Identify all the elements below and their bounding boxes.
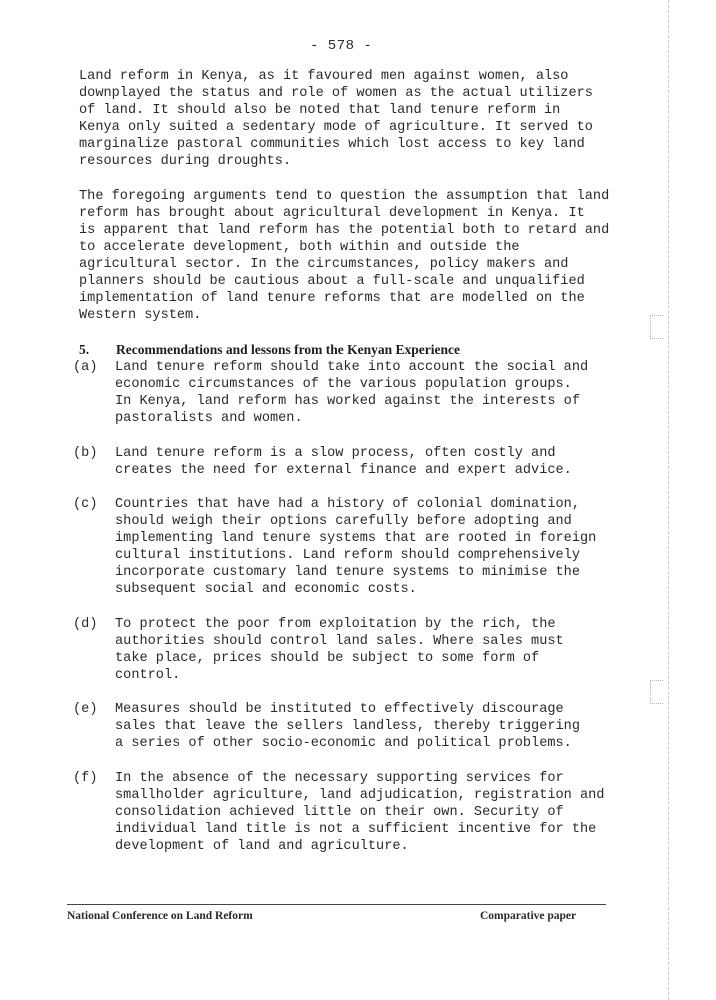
list-item-label: (f)	[73, 771, 98, 786]
scan-margin-mark	[650, 680, 663, 704]
footer-conference-title: National Conference on Land Reform	[67, 910, 253, 922]
text-line: In the absence of the necessary supporting services for	[115, 771, 564, 786]
text-line: development of land and agriculture.	[115, 839, 409, 854]
list-item-label: (e)	[73, 702, 98, 717]
scan-margin-edge	[668, 0, 671, 1000]
list-item	[115, 770, 605, 855]
body-paragraph	[79, 188, 609, 324]
text-line: Land tenure reform is a slow process, often costly and	[115, 446, 556, 461]
text-line: To protect the poor from exploitation by the rich, the	[115, 617, 556, 632]
text-line: downplayed the status and role of women as the actual utilizers	[79, 86, 593, 101]
section-heading	[79, 342, 460, 358]
text-line: Western system.	[79, 308, 202, 323]
text-line: is apparent that land reform has the potential both to retard and	[79, 223, 610, 238]
text-line: Kenya only suited a sedentary mode of agriculture. It served to	[79, 120, 593, 135]
text-line: In Kenya, land reform has worked against the interests of	[115, 394, 580, 409]
list-item-label: (d)	[73, 617, 98, 632]
list-item	[115, 359, 605, 427]
text-line: creates the need for external finance and expert advice.	[115, 463, 572, 478]
text-line: cultural institutions. Land reform should comprehensively	[115, 548, 580, 563]
text-line: a series of other socio-economic and political problems.	[115, 736, 572, 751]
footer-paper-type: Comparative paper	[480, 910, 577, 922]
scan-margin-mark	[650, 315, 663, 339]
footer-divider	[67, 904, 606, 905]
text-line: subsequent social and economic costs.	[115, 582, 417, 597]
text-line: authorities should control land sales. Where sales must	[115, 634, 564, 649]
text-line: resources during droughts.	[79, 154, 292, 169]
text-line: planners should be cautious about a full-scale and unqualified	[79, 274, 585, 289]
text-line: should weigh their options carefully before adopting and	[115, 514, 572, 529]
text-line: agricultural sector. In the circumstances, policy makers and	[79, 257, 569, 272]
text-line: control.	[115, 668, 181, 683]
text-line: sales that leave the sellers landless, thereby triggering	[115, 719, 580, 734]
page-number: - 578 -	[310, 38, 373, 54]
text-line: to accelerate development, both within and outside the	[79, 240, 520, 255]
body-paragraph	[79, 68, 609, 170]
text-line: economic circumstances of the various population groups.	[115, 377, 572, 392]
text-line: incorporate customary land tenure systems to minimise the	[115, 565, 580, 580]
section-number: 5.	[79, 342, 90, 357]
text-line: pastoralists and women.	[115, 411, 303, 426]
text-line: Land tenure reform should take into account the social and	[115, 360, 589, 375]
list-item	[115, 496, 605, 598]
text-line: individual land title is not a sufficient incentive for the	[115, 822, 597, 837]
text-line: implementing land tenure systems that are rooted in foreign	[115, 531, 597, 546]
text-line: implementation of land tenure reforms that are modelled on the	[79, 291, 585, 306]
text-line: Countries that have had a history of colonial domination,	[115, 497, 580, 512]
text-line: marginalize pastoral communities which lost access to key land	[79, 137, 585, 152]
text-line: of land. It should also be noted that land tenure reform in	[79, 103, 561, 118]
text-line: smallholder agriculture, land adjudication, registration and	[115, 788, 605, 803]
text-line: consolidation achieved little on their own. Security of	[115, 805, 564, 820]
text-line: Measures should be instituted to effectively discourage	[115, 702, 564, 717]
text-line: Land reform in Kenya, as it favoured men against women, also	[79, 69, 569, 84]
list-item	[115, 616, 605, 684]
section-title: Recommendations and lessons from the Kenyan Experience	[116, 342, 460, 357]
text-line: take place, prices should be subject to some form of	[115, 651, 540, 666]
list-item-label: (c)	[73, 497, 98, 512]
text-line: reform has brought about agricultural development in Kenya. It	[79, 206, 585, 221]
text-line: The foregoing arguments tend to question the assumption that land	[79, 189, 610, 204]
list-item	[115, 701, 605, 752]
list-item-label: (b)	[73, 446, 98, 461]
list-item-label: (a)	[73, 360, 98, 375]
list-item	[115, 445, 605, 479]
